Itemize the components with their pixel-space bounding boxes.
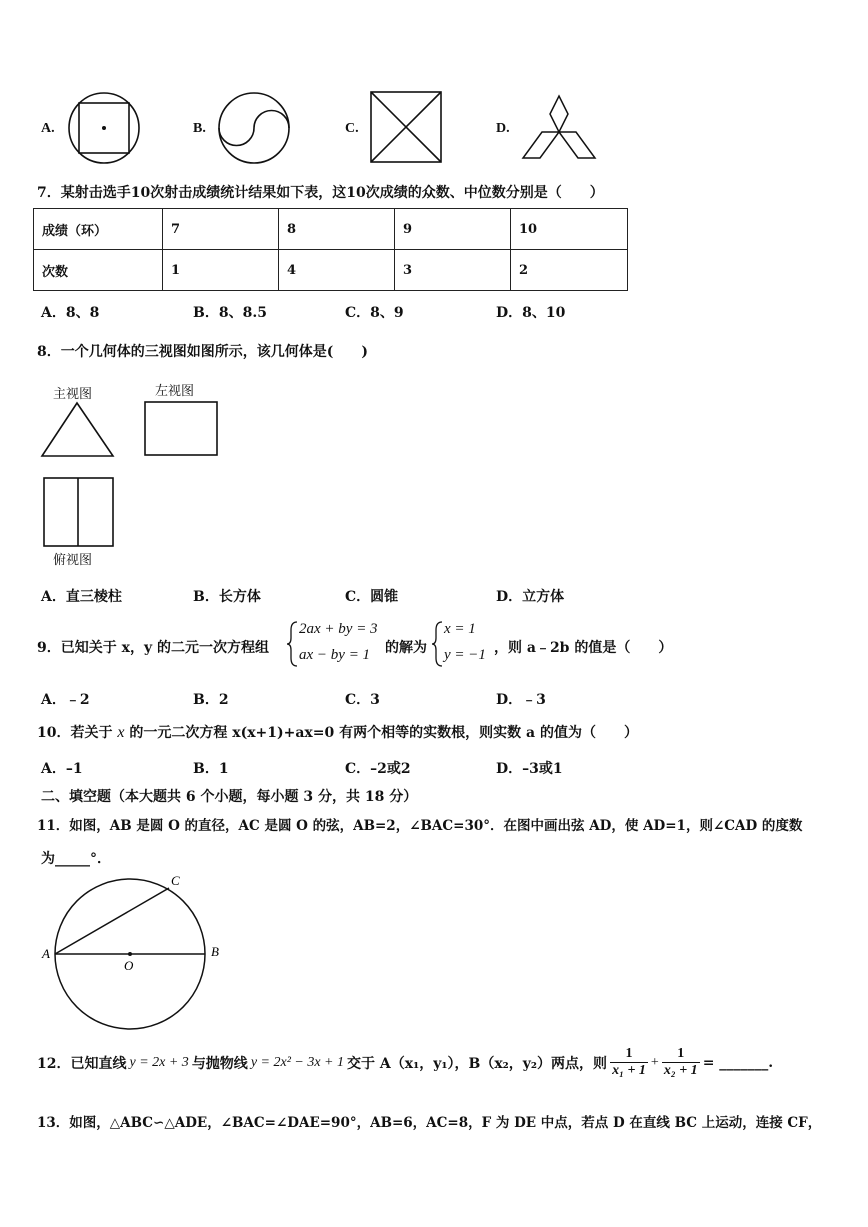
q10-option-b: B．1	[193, 761, 229, 777]
table-cell: 8	[279, 209, 395, 250]
q9-suffix: ，则 a﹣2b 的值是（ ）	[494, 640, 673, 656]
q7-score-table	[33, 208, 628, 291]
q8-option-d: D．立方体	[496, 589, 565, 605]
q8-option-a: A．直三棱柱	[41, 589, 122, 605]
q9-equation-2: ax − by = 1	[299, 647, 371, 663]
table-cell: 3	[395, 250, 511, 291]
q6-option-b-figure	[216, 90, 292, 166]
table-cell: 2	[511, 250, 628, 291]
q7-text: 7．某射击选手10次射击成绩统计结果如下表，这10次成绩的众数、中位数分别是（ ）	[37, 185, 604, 201]
q12-text	[37, 1046, 773, 1079]
table-cell: 1	[163, 250, 279, 291]
q12-suffix: = _______.	[702, 1054, 774, 1071]
q9-system-brace	[285, 620, 299, 668]
q9-equation-1: 2ax + by = 3	[299, 621, 378, 637]
table-cell: 4	[279, 250, 395, 291]
table-cell: 成绩（环）	[34, 209, 163, 250]
table-row	[34, 250, 628, 291]
q8-option-b: B．长方体	[193, 589, 261, 605]
section-2-heading: 二、填空题（本大题共 6 个小题，每小题 3 分，共 18 分）	[41, 789, 418, 805]
q10-prefix: 10．若关于	[37, 725, 113, 741]
q9-option-b: B．2	[193, 692, 229, 708]
q7-option-b: B．8、8.5	[193, 305, 267, 321]
q8-option-c: C．圆锥	[345, 589, 399, 605]
q10-option-d: D．–3或1	[496, 761, 563, 777]
q6-option-c-figure	[369, 90, 443, 164]
table-cell: 9	[395, 209, 511, 250]
point-o-label: O	[124, 958, 134, 973]
table-cell: 10	[511, 209, 628, 250]
q11-line-1: 11．如图，AB 是圆 O 的直径，AC 是圆 O 的弦，AB=2，∠BAC=30°．在图中画出弦 AD，使 AD=1，则∠CAD 的度数	[37, 818, 803, 834]
fraction-numerator: 1	[662, 1046, 700, 1063]
front-view-label: 主视图	[53, 387, 93, 402]
front-view-triangle	[40, 400, 116, 460]
q12-fraction-2	[662, 1046, 700, 1079]
q11-circle-figure	[38, 868, 238, 1033]
q9-middle: 的解为	[385, 640, 427, 656]
q9-option-c: C．3	[345, 692, 380, 708]
fraction-denominator: x₂ + 1	[663, 1063, 698, 1078]
table-row	[34, 209, 628, 250]
q12-mid: 与抛物线	[191, 1055, 248, 1072]
q13-text: 13．如图，△ABC∽△ADE，∠BAC=∠DAE=90°，AB=6，AC=8，F 为 DE 中点，若点 D 在直线 BC 上运动，连接 CF，	[37, 1115, 822, 1131]
top-view-rectangle	[42, 476, 116, 548]
q9-solution-x: x = 1	[444, 621, 476, 637]
q10-option-a: A．–1	[41, 761, 83, 777]
point-a-label: A	[42, 946, 50, 961]
q6-option-d-label: D.	[496, 121, 510, 136]
q9-solution-brace	[430, 620, 444, 668]
q7-option-c: C．8、9	[345, 305, 404, 321]
q10-option-c: C．–2或2	[345, 761, 411, 777]
q9-prefix: 9．已知关于 x，y 的二元一次方程组	[37, 640, 269, 656]
left-view-label: 左视图	[155, 384, 195, 399]
q10-suffix: 的一元二次方程 x(x+1)+ax=0 有两个相等的实数根，则实数 a 的值为（ ）	[129, 725, 638, 741]
q12-prefix: 12．已知直线	[37, 1055, 127, 1072]
q9-solution-y: y = −1	[444, 647, 486, 663]
table-cell: 次数	[34, 250, 163, 291]
top-view-label: 俯视图	[53, 553, 93, 568]
q8-text: 8．一个几何体的三视图如图所示，该几何体是( )	[37, 344, 368, 360]
q12-fraction-1	[610, 1046, 648, 1079]
q9-option-d: D．﹣3	[496, 692, 546, 708]
q10-text	[37, 722, 638, 742]
q7-option-a: A．8、8	[41, 305, 100, 321]
q6-option-c-label: C.	[345, 121, 359, 136]
q9-option-a: A．﹣2	[41, 692, 90, 708]
point-b-label: B	[211, 944, 219, 959]
fraction-numerator: 1	[610, 1046, 648, 1063]
q6-option-b-label: B.	[193, 121, 206, 136]
q6-option-a-label: A.	[41, 121, 55, 136]
q7-option-d: D．8、10	[496, 305, 566, 321]
fraction-denominator: x₁ + 1	[612, 1063, 646, 1078]
q10-variable: x	[117, 724, 125, 741]
table-cell: 7	[163, 209, 279, 250]
left-view-rectangle	[143, 400, 219, 458]
point-c-label: C	[171, 873, 180, 888]
q6-option-a-figure	[66, 90, 142, 166]
q12-line-equation: y = 2x + 3	[129, 1054, 189, 1070]
q12-parabola-equation: y = 2x² − 3x + 1	[250, 1054, 344, 1070]
q12-mid2: 交于 A（x₁，y₁），B（x₂，y₂）两点，则	[347, 1055, 608, 1072]
q11-line-2: 为_____°．	[41, 851, 111, 867]
q12-plus: +	[650, 1054, 659, 1070]
q6-option-d-figure	[519, 92, 599, 162]
